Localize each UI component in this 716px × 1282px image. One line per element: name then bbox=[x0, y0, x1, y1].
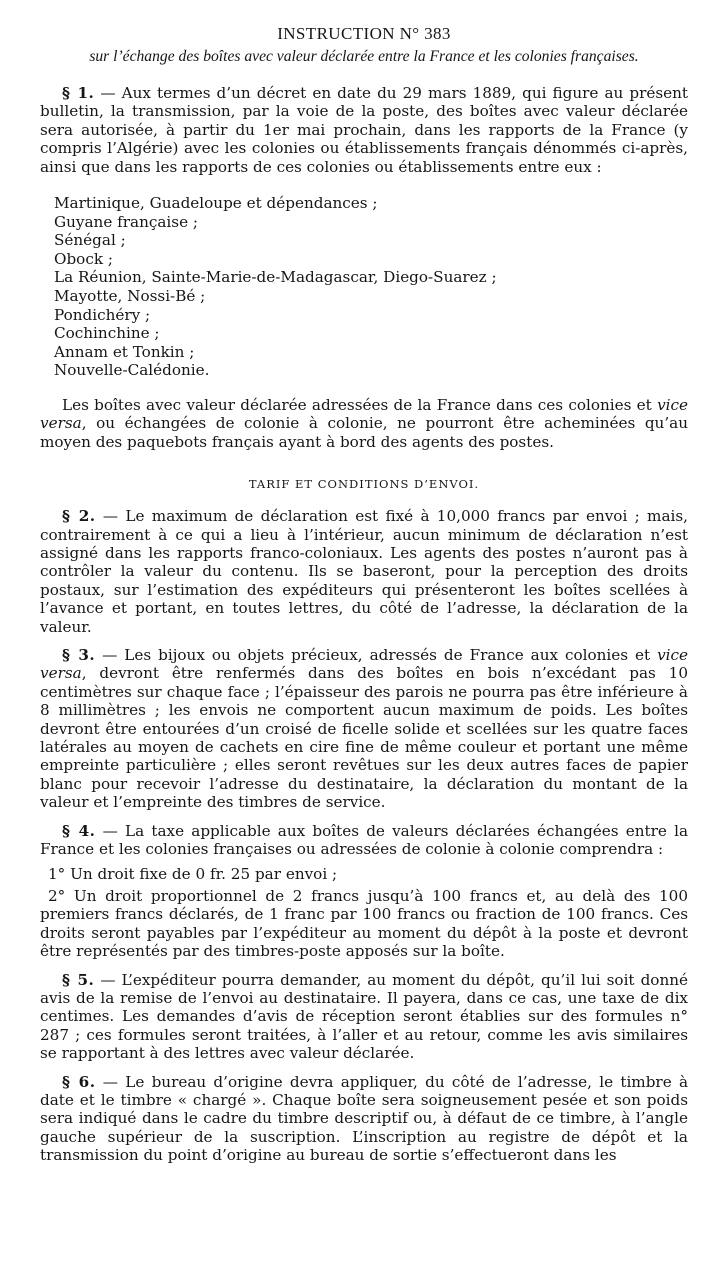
section-1-text: — Aux termes d’un décret en date du 29 mars 1889, qui figure au présent bulletin, la transmission, par la voie de la poste, des boîtes avec valeur déclarée sera autorisée, à partir du 1er mai prochain, dans les rapports de la France (y compris l’Algérie) avec les colonies ou établissements français dénommés ci-après, ainsi que dans les rapports de ces colonies ou établissements entre eux : bbox=[40, 84, 688, 176]
list-item: Sénégal ; bbox=[54, 231, 126, 250]
after-list-italic: vice versa bbox=[40, 395, 688, 433]
section-6-number: § 6. bbox=[62, 1072, 96, 1091]
document-title: INSTRUCTION N° 383 bbox=[277, 24, 451, 43]
section-3-italic: vice versa bbox=[40, 646, 688, 683]
section-5-paragraph bbox=[40, 971, 688, 1063]
after-list-paragraph bbox=[40, 396, 688, 451]
list-item: Cochinchine ; bbox=[54, 324, 160, 343]
document-subtitle bbox=[40, 48, 688, 72]
section-4-text: — La taxe applicable aux boîtes de valeurs déclarées échangées entre la France et les colonies françaises ou adressées de colonie à colonie comprendra : bbox=[40, 821, 688, 859]
list-item: La Réunion, Sainte-Marie-de-Madagascar, Diego-Suarez ; bbox=[54, 268, 497, 287]
after-list-text-2: , ou échangées de colonie à colonie, ne pourront être acheminées qu’au moyen des paquebots français ayant à bord des agents des postes. bbox=[40, 414, 688, 451]
section-4-item-2: 2° Un droit proportionnel de 2 francs jusqu’à 100 francs et, au delà des 100 premiers francs déclarés, de 1 franc par 100 francs ou fraction de 100 francs. Ces droits seront payables par l’expéditeur au moment du dépôt à la poste et devront être représentés par des timbres-poste apposés sur la boîte. bbox=[40, 886, 688, 961]
after-list-text-1: Les boîtes avec valeur déclarée adressées de la France dans ces colonies et bbox=[62, 395, 658, 414]
colonies-list bbox=[54, 194, 688, 380]
section-4-number: § 4. bbox=[62, 821, 96, 840]
list-item: Guyane française ; bbox=[54, 212, 199, 231]
section-5-text: — L’expéditeur pourra demander, au moment du dépôt, qu’il lui soit donné avis de la remise de l’envoi au destinataire. Il payera, dans ce cas, une taxe de dix centimes. Les demandes d’avis de réception seront établies sur des formules n° 287 ; ces formules seront traitées, à l’aller et au retour, comme les avis similaires se rapportant à des lettres avec valeur déclarée. bbox=[40, 970, 688, 1063]
list-item: Martinique, Guadeloupe et dépendances ; bbox=[54, 194, 378, 213]
section-2-paragraph bbox=[40, 507, 688, 636]
section-4-paragraph bbox=[40, 822, 688, 859]
list-item: Obock ; bbox=[54, 249, 113, 268]
section-4-item-1: 1° Un droit fixe de 0 fr. 25 par envoi ; bbox=[48, 864, 338, 883]
section-6-paragraph bbox=[40, 1073, 688, 1165]
section-3-text-1: — Les bijoux ou objets précieux, adressés de France aux colonies et bbox=[95, 646, 658, 665]
section-1-paragraph bbox=[40, 84, 688, 176]
list-item: Mayotte, Nossi-Bé ; bbox=[54, 287, 206, 305]
section-1-number: § 1. bbox=[62, 84, 95, 102]
section-3-paragraph bbox=[40, 646, 688, 812]
section-3-number: § 3. bbox=[62, 646, 96, 665]
list-item: Nouvelle-Calédonie. bbox=[54, 361, 210, 380]
section-2-number: § 2. bbox=[62, 507, 96, 526]
document-page bbox=[40, 20, 688, 1175]
list-item: Annam et Tonkin ; bbox=[54, 342, 195, 361]
section-5-number: § 5. bbox=[62, 970, 95, 989]
section-2-text: — Le maximum de déclaration est fixé à 10,000 francs par envoi ; mais, contrairement à ce qui a lieu à l’intérieur, aucun minimum de déclaration n’est assigné dans les rapports franco-coloniaux. Les agents des postes n’auront pas à contrôler la valeur du contenu. Ils se baseront, pour la perception des droits postaux, sur l’estimation des expéditeurs qui présenteront les boîtes scellées à l’avance et portant, en toutes lettres, du côté de l’adresse, la déclaration de la valeur. bbox=[40, 507, 688, 636]
subtitle-text: sur l’échange des boîtes avec valeur déclarée entre la France et les colonies françaises. bbox=[89, 48, 639, 65]
section-6-text: — Le bureau d’origine devra appliquer, du côté de l’adresse, le timbre à date et le timbre « chargé ». Chaque boîte sera soigneusement pesée et son poids sera indiqué dans le cadre du timbre descriptif ou, à défaut de ce timbre, à l’angle gauche supérieur de la suscription. L’inscription au registre de dépôt et la transmission du point d’origine au bureau de sortie s’effectueront dans les bbox=[40, 1072, 688, 1165]
list-item: Pondichéry ; bbox=[54, 305, 151, 324]
section-heading: TARIF ET CONDITIONS D’ENVOI. bbox=[248, 477, 480, 492]
section-3-text-2: , devront être renfermés dans des boîtes en bois n’excédant pas 10 centimètres sur chaque face ; l’épaisseur des parois ne pourra pas être inférieure à 8 millimètres ; les envois ne comportent aucun maximum de poids. Les boîtes devront être entourées d’un croisé de ficelle solide et scellées sur les quatre faces latérales au moyen de cachets en cire fine de même couleur et portant une même empreinte particulière ; elles seront revêtues sur les deux autres faces de papier blanc pour recevoir l’adresse du destinataire, la déclaration du montant de la valeur et l’empreinte des timbres de service. bbox=[40, 664, 688, 812]
